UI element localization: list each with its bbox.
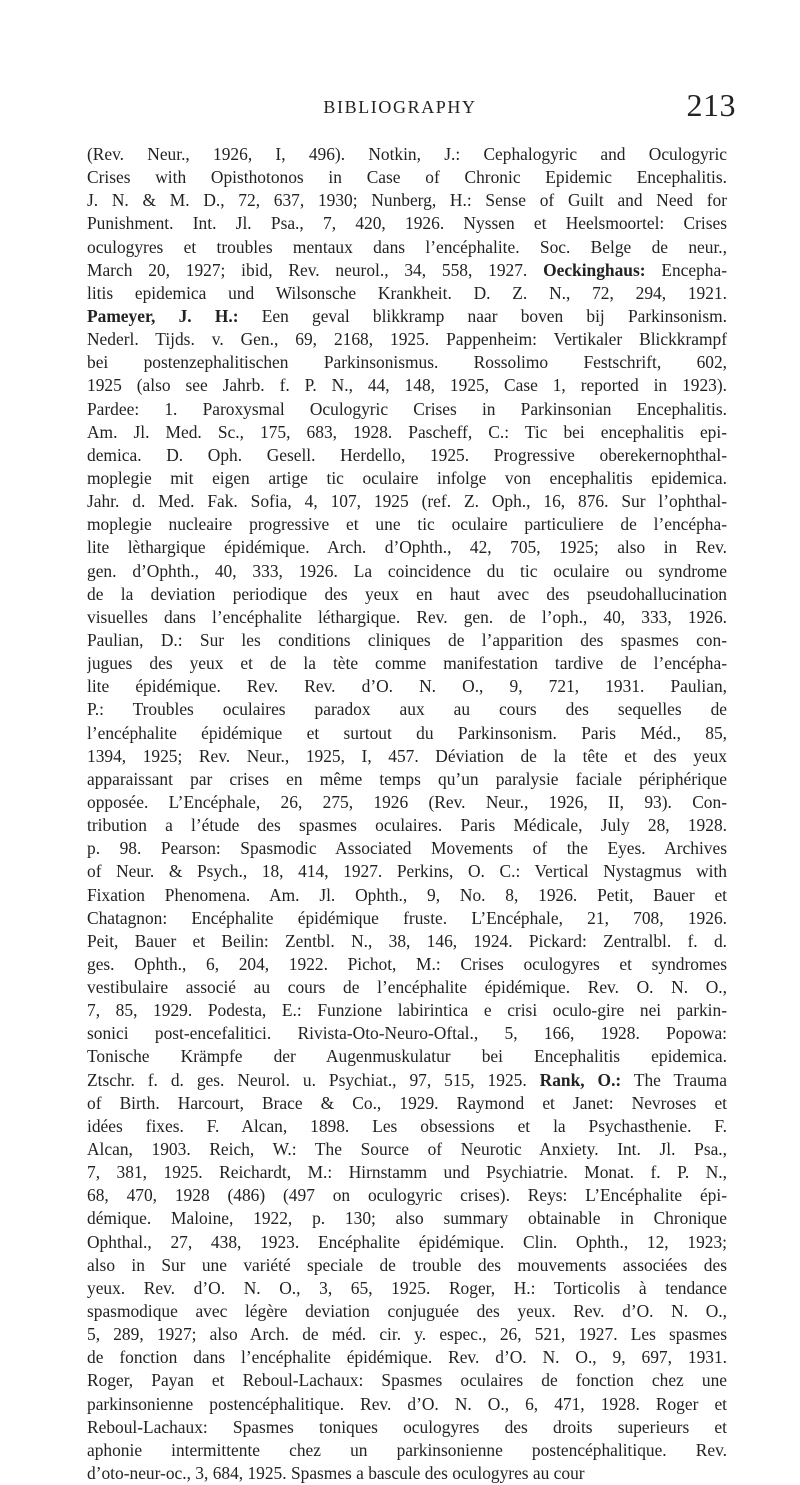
- text-line: (Rev. Neur., 1926, I, 496). Notkin, J.: Cephalogyric and Oculogyric: [87, 144, 727, 164]
- text-line: visuelles dans l’encéphalite léthargique. Rev. gen. de l’oph., 40, 333, 1926.: [87, 606, 727, 627]
- bibliography-text: [87, 143, 727, 1485]
- text-line: Pardee: 1. Paroxysmal Oculogyric Crises in Parkinsonian Encephalitis.: [87, 398, 727, 419]
- text-line: 7, 85, 1929. Podesta, E.: Funzione labirintica e crisi oculo-gire nei parkin-: [87, 1000, 727, 1021]
- text-line: 7, 381, 1925. Reichardt, M.: Hirnstamm und Psychiatrie. Monat. f. P. N.,: [87, 1162, 727, 1183]
- text-line: Reboul-Lachaux: Spasmes toniques oculogyres des droits superieurs et: [87, 1416, 727, 1437]
- text-line: litis epidemica und Wilsonsche Krankheit. D. Z. N., 72, 294, 1921.: [87, 282, 727, 303]
- text-line: gen. d’Ophth., 40, 333, 1926. La coincidence du tic oculaire ou syndrome: [87, 560, 727, 581]
- text-line: opposée. L’Encéphale, 26, 275, 1926 (Rev. Neur., 1926, II, 93). Con-: [87, 791, 727, 812]
- text-line: yeux. Rev. d’O. N. O., 3, 65, 1925. Roger, H.: Torticolis à tendance: [87, 1277, 727, 1298]
- text-line: aphonie intermittente chez un parkinsonienne postencéphalitique. Rev.: [87, 1439, 727, 1460]
- text-line: Tonische Krämpfe der Augenmuskulatur bei Encephalitis epidemica.: [87, 1046, 727, 1067]
- text-line: Peit, Bauer et Beilin: Zentbl. N., 38, 146, 1924. Pickard: Zentralbl. f. d.: [87, 930, 727, 951]
- text-line: Crises with Opisthotonos in Case of Chronic Epidemic Encephalitis.: [87, 167, 727, 188]
- text-line: March 20, 1927; ibid, Rev. neurol., 34, 558, 1927. Oeckinghaus: Encepha-: [87, 259, 727, 280]
- text-line: 1394, 1925; Rev. Neur., 1925, I, 457. Déviation de la tête et des yeux: [87, 745, 727, 766]
- text-line: 1925 (also see Jahrb. f. P. N., 44, 148, 1925, Case 1, reported in 1923).: [87, 375, 727, 396]
- text-line: moplegie mit eigen artige tic oculaire infolge von encephalitis epidemica.: [87, 467, 727, 488]
- text-line: Ztschr. f. d. ges. Neurol. u. Psychiat., 97, 515, 1925. Rank, O.: The Trauma: [87, 1069, 727, 1090]
- running-head: BIBLIOGRAPHY: [323, 97, 477, 117]
- text-line: of Birth. Harcourt, Brace & Co., 1929. Raymond et Janet: Nevroses et: [87, 1092, 727, 1113]
- text-line: lite lèthargique épidémique. Arch. d’Ophth., 42, 705, 1925; also in Rev.: [87, 537, 727, 558]
- text-line: spasmodique avec légère deviation conjuguée des yeux. Rev. d’O. N. O.,: [87, 1301, 727, 1322]
- text-line: Punishment. Int. Jl. Psa., 7, 420, 1926. Nyssen et Heelsmoortel: Crises: [87, 213, 727, 234]
- text-line: ges. Ophth., 6, 204, 1922. Pichot, M.: Crises oculogyres et syndromes: [87, 953, 727, 974]
- text-line: demica. D. Oph. Gesell. Herdello, 1925. Progressive oberekernophthal-: [87, 444, 727, 465]
- text-line: of Neur. & Psych., 18, 414, 1927. Perkins, O. C.: Vertical Nystagmus with: [87, 861, 727, 882]
- text-line: Alcan, 1903. Reich, W.: The Source of Neurotic Anxiety. Int. Jl. Psa.,: [87, 1139, 727, 1160]
- text-line: also in Sur une variété speciale de trouble des mouvements associées des: [87, 1254, 727, 1275]
- text-line: apparaissant par crises en même temps qu’un paralysie faciale périphérique: [87, 768, 727, 789]
- text-line: 68, 470, 1928 (486) (497 on oculogyric crises). Reys: L’Encéphalite épi-: [87, 1185, 727, 1206]
- text-line: d’oto-neur-oc., 3, 684, 1925. Spasmes a bascule des oculogyres au cour: [87, 1463, 585, 1484]
- text-line: Fixation Phenomena. Am. Jl. Ophth., 9, No. 8, 1926. Petit, Bauer et: [87, 884, 727, 905]
- text-line: vestibulaire associé au cours de l’encéphalite épidémique. Rev. O. N. O.,: [87, 977, 727, 998]
- text-line: Jahr. d. Med. Fak. Sofia, 4, 107, 1925 (ref. Z. Oph., 16, 876. Sur l’ophthal-: [87, 491, 727, 512]
- text-line: idées fixes. F. Alcan, 1898. Les obsessions et la Psychasthenie. F.: [87, 1115, 727, 1136]
- text-line: lite épidémique. Rev. Rev. d’O. N. O., 9, 721, 1931. Paulian,: [87, 676, 727, 697]
- bold-author-name: Pameyer, J. H.:: [87, 305, 239, 326]
- text-line: Pameyer, J. H.: Een geval blikkramp naar boven bij Parkinsonism.: [87, 305, 727, 326]
- text-line: parkinsonienne postencéphalitique. Rev. d’O. N. O., 6, 471, 1928. Roger et: [87, 1393, 727, 1414]
- text-line: Chatagnon: Encéphalite épidémique fruste. L’Encéphale, 21, 708, 1926.: [87, 907, 727, 928]
- page-header: [0, 87, 800, 135]
- text-line: Paulian, D.: Sur les conditions cliniques de l’apparition des spasmes con-: [87, 629, 727, 650]
- text-line: 5, 289, 1927; also Arch. de méd. cir. y. espec., 26, 521, 1927. Les spasmes: [87, 1324, 727, 1345]
- text-line: p. 98. Pearson: Spasmodic Associated Movements of the Eyes. Archives: [87, 838, 727, 859]
- text-line: démique. Maloine, 1922, p. 130; also summary obtainable in Chronique: [87, 1208, 727, 1229]
- text-line: Am. Jl. Med. Sc., 175, 683, 1928. Pascheff, C.: Tic bei encephalitis epi-: [87, 421, 727, 442]
- text-line: moplegie nucleaire progressive et une tic oculaire particuliere de l’encépha-: [87, 514, 727, 535]
- bold-author-name: Rank, O.:: [539, 1069, 622, 1090]
- text-line: l’encéphalite épidémique et surtout du Parkinsonism. Paris Méd., 85,: [87, 722, 727, 743]
- text-line: tribution a l’étude des spasmes oculaires. Paris Médicale, July 28, 1928.: [87, 815, 727, 836]
- text-line: bei postenzephalitischen Parkinsonismus. Rossolimo Festschrift, 602,: [87, 352, 727, 373]
- text-line: jugues des yeux et de la tète comme manifestation tardive de l’encépha-: [87, 653, 727, 674]
- text-line: Ophthal., 27, 438, 1923. Encéphalite épidémique. Clin. Ophth., 12, 1923;: [87, 1231, 727, 1252]
- text-line: oculogyres et troubles mentaux dans l’encéphalite. Soc. Belge de neur.,: [87, 236, 727, 257]
- bold-author-name: Oeckinghaus:: [543, 259, 646, 280]
- text-line: de fonction dans l’encéphalite épidémique. Rev. d’O. N. O., 9, 697, 1931.: [87, 1347, 727, 1368]
- page-number: 213: [686, 87, 736, 123]
- text-line: de la deviation periodique des yeux en haut avec des pseudohallucination: [87, 583, 727, 604]
- text-line: J. N. & M. D., 72, 637, 1930; Nunberg, H.: Sense of Guilt and Need for: [87, 190, 727, 211]
- text-line: sonici post-encefalitici. Rivista-Oto-Neuro-Oftal., 5, 166, 1928. Popowa:: [87, 1023, 727, 1044]
- text-line: P.: Troubles oculaires paradox aux au cours des sequelles de: [87, 699, 727, 720]
- text-line: Nederl. Tijds. v. Gen., 69, 2168, 1925. Pappenheim: Vertikaler Blickkrampf: [87, 329, 727, 350]
- text-line: Roger, Payan et Reboul-Lachaux: Spasmes oculaires de fonction chez une: [87, 1370, 727, 1391]
